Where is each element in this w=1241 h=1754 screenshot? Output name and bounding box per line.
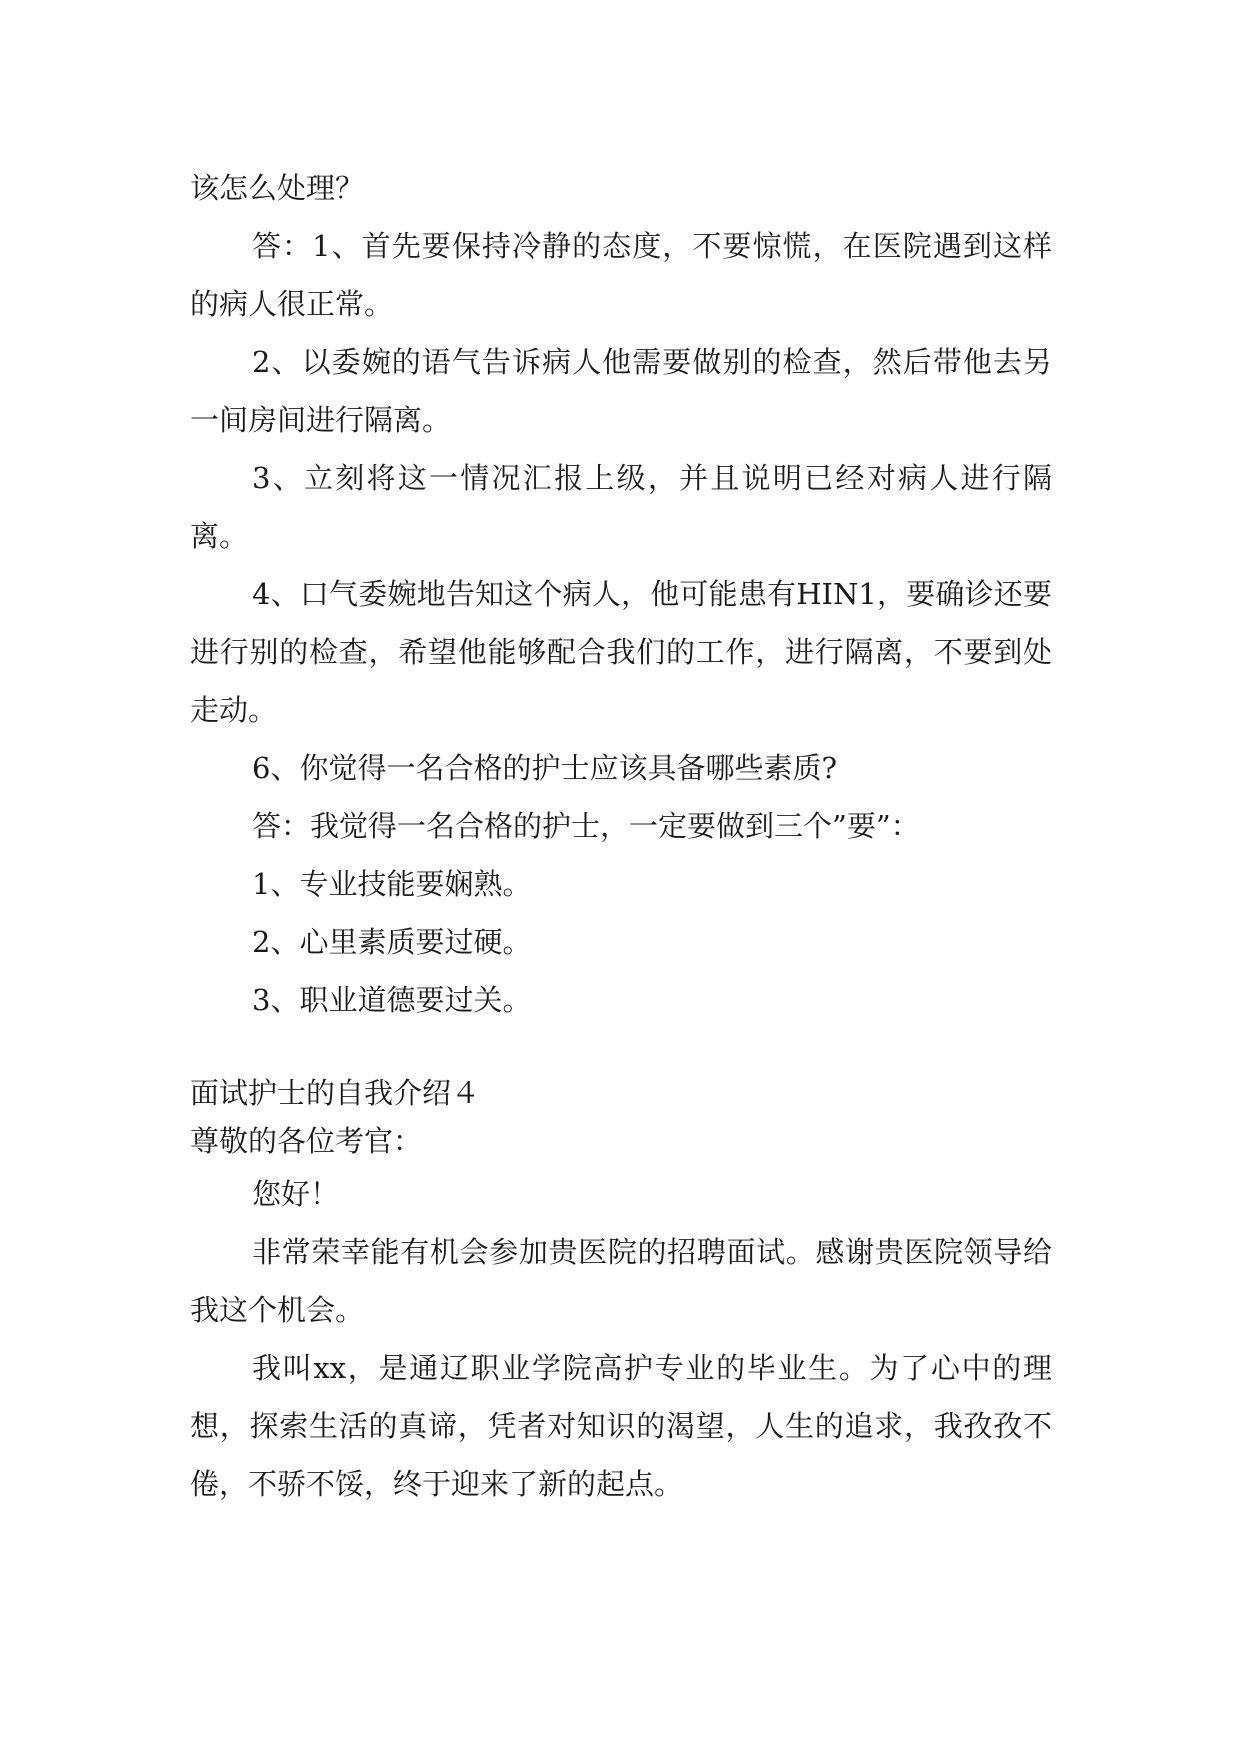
paragraph: 答：我觉得一名合格的护士，一定要做到三个”要”： [252,809,920,843]
paragraph: 6、你觉得一名合格的护士应该具备哪些素质? [252,751,837,785]
paragraph: 1、专业技能要娴熟。 [252,867,532,901]
salutation: 尊敬的各位考官： [190,1124,423,1158]
paragraph: 4、口气委婉地告知这个病人，他可能患有HIN1，要确诊还要进行别的检查，希望他能够配合我们的工作，进行隔离，不要到处走动。 [190,577,1052,727]
paragraph: 2、心里素质要过硬。 [252,925,532,959]
greeting: 您好！ [252,1177,340,1211]
document-body [190,159,1052,1513]
paragraph: 3、立刻将这一情况汇报上级，并且说明已经对病人进行隔离。 [190,461,1052,553]
paragraph: 非常荣幸能有机会参加贵医院的招聘面试。感谢贵医院领导给我这个机会。 [190,1235,1052,1327]
paragraph: 3、职业道德要过关。 [252,983,532,1017]
paragraph: 2、以委婉的语气告诉病人他需要做别的检查，然后带他去另一间房间进行隔离。 [190,345,1052,437]
paragraph: 答：1、首先要保持冷静的态度，不要惊慌，在医院遇到这样的病人很正常。 [190,229,1052,321]
paragraph: 该怎么处理？ [190,171,365,205]
paragraph: 我叫xx，是通辽职业学院高护专业的毕业生。为了心中的理想，探索生活的真谛，凭者对知识的渴望，人生的追求，我孜孜不倦，不骄不馁，终于迎来了新的起点。 [190,1351,1052,1501]
section-title: 面试护士的自我介绍４ [190,1076,481,1110]
